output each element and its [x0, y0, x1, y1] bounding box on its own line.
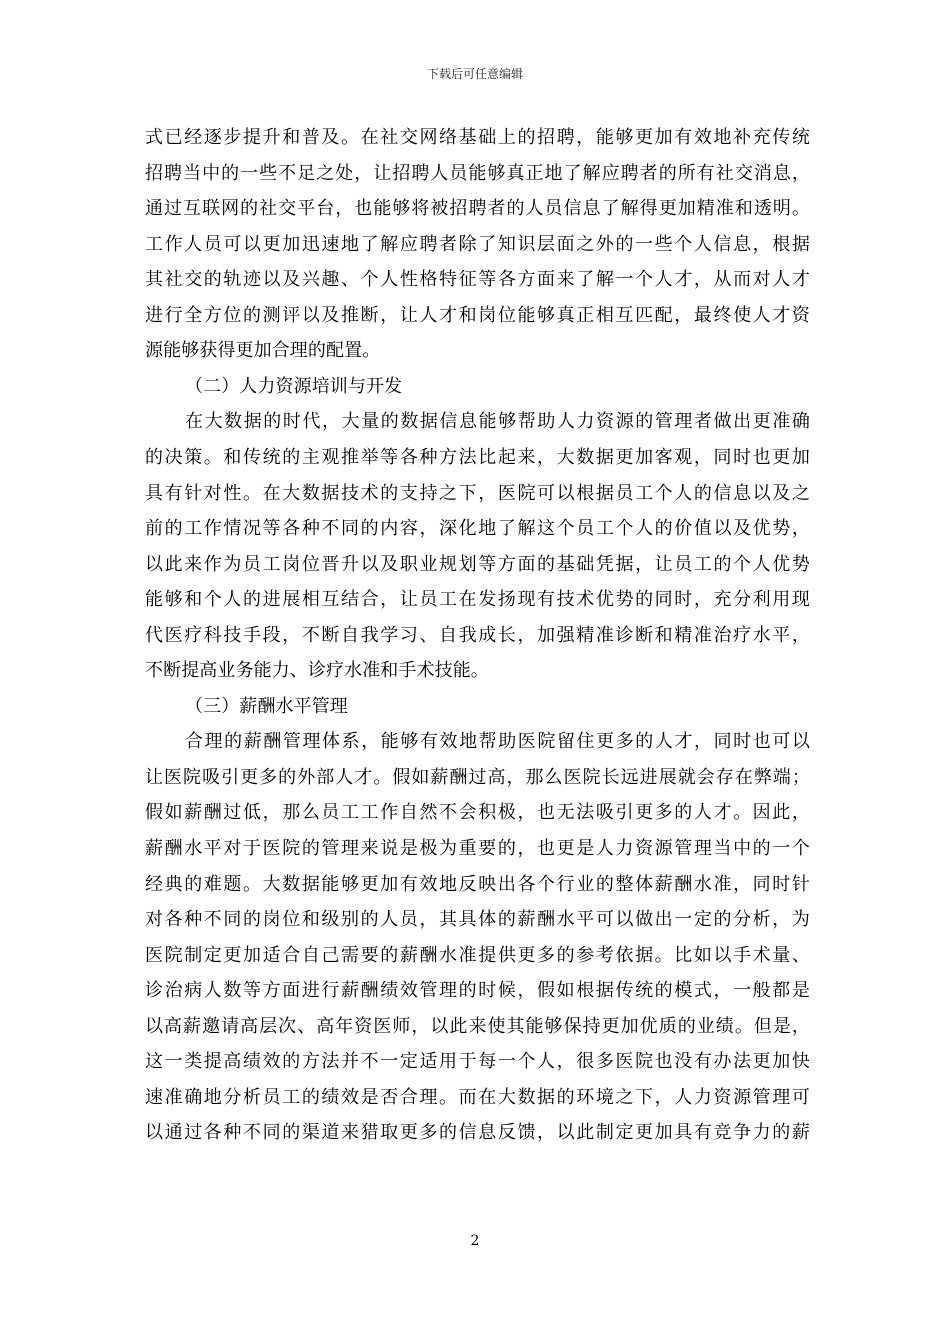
- text-line: 招聘当中的一些不足之处，让招聘人员能够真正地了解应聘者的所有社交消息，: [145, 162, 810, 184]
- text-line: 前的工作情况等各种不同的内容，深化地了解这个员工个人的价值以及优势，: [145, 518, 810, 539]
- text-line: 让医院吸引更多的外部人才。假如薪酬过高，那么医院长远进展就会存在弊端；: [145, 766, 810, 788]
- text-line: 代医疗科技手段，不断自我学习、自我成长，加强精准诊断和精准治疗水平，: [145, 624, 810, 646]
- text-line: 具有针对性。在大数据技术的支持之下，医院可以根据员工个人的信息以及之: [145, 482, 810, 504]
- text-line: 以此来作为员工岗位晋升以及职业规划等方面的基础凭据，让员工的个人优势: [145, 553, 810, 575]
- text-line: 源能够获得更加合理的配置。: [145, 340, 381, 362]
- text-line: 在大数据的时代，大量的数据信息能够帮助人力资源的管理者做出更准确: [185, 411, 810, 433]
- text-line: 这一类提高绩效的方法并不一定适用于每一个人，很多医院也没有办法更加快: [145, 1051, 810, 1073]
- text-line: 进行全方位的测评以及推断，让人才和岗位能够真正相互匹配，最终使人才资: [145, 304, 810, 326]
- text-line: 合理的薪酬管理体系，能够有效地帮助医院留住更多的人才，同时也可以: [185, 731, 810, 753]
- text-line: 工作人员可以更加迅速地了解应聘者除了知识层面之外的一些个人信息，根据: [145, 233, 810, 255]
- section-heading: （三）薪酬水平管理: [185, 695, 348, 717]
- text-line: 以通过各种不同的渠道来猎取更多的信息反馈，以此制定更加具有竞争力的薪: [145, 1122, 810, 1144]
- text-line: 通过互联网的社交平台，也能够将被招聘者的人员信息了解得更加精准和透明。: [145, 198, 810, 220]
- text-line: 不断提高业务能力、诊疗水准和手术技能。: [145, 660, 489, 682]
- text-line: 对各种不同的岗位和级别的人员，其具体的薪酬水平可以做出一定的分析，为: [145, 909, 810, 931]
- text-line: 假如薪酬过低，那么员工工作自然不会积极，也无法吸引更多的人才。因此，: [145, 802, 810, 824]
- text-line: 速准确地分析员工的绩效是否合理。而在大数据的环境之下，人力资源管理可: [145, 1086, 810, 1108]
- page-header: 下载后可任意编辑: [426, 67, 523, 81]
- text-line: 的决策。和传统的主观推举等各种方法比起来，大数据更加客观，同时也更加: [145, 446, 810, 468]
- section-heading: （二）人力资源培训与开发: [185, 375, 403, 397]
- text-line: 能够和个人的进展相互结合，让员工在发扬现有技术优势的同时，充分利用现: [145, 589, 810, 611]
- text-line: 医院制定更加适合自己需要的薪酬水准提供更多的参考依据。比如以手术量、: [145, 944, 810, 966]
- text-line: 薪酬水平对于医院的管理来说是极为重要的，也更是人力资源管理当中的一个: [145, 838, 810, 859]
- page-number: 2: [470, 1233, 480, 1249]
- text-line: 式已经逐步提升和普及。在社交网络基础上的招聘，能够更加有效地补充传统: [145, 127, 810, 148]
- text-line: 其社交的轨迹以及兴趣、个人性格特征等各方面来了解一个人才，从而对人才: [145, 269, 810, 291]
- text-line: 经典的难题。大数据能够更加有效地反映出各个行业的整体薪酬水准，同时针: [145, 873, 810, 895]
- text-line: 以高薪邀请高层次、高年资医师，以此来使其能够保持更加优质的业绩。但是，: [145, 1015, 810, 1037]
- text-line: 诊治病人数等方面进行薪酬绩效管理的时候，假如根据传统的模式，一般都是: [145, 980, 810, 1002]
